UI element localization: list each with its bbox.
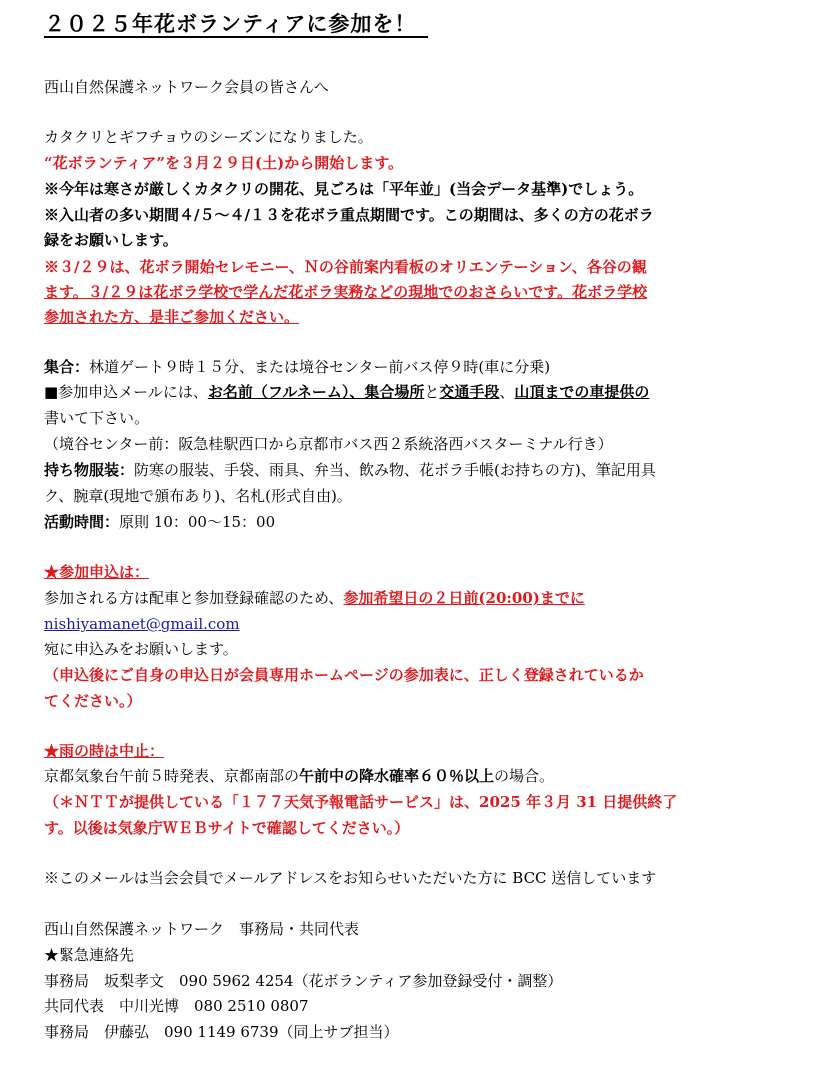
apply-note-b: てください。）	[44, 692, 142, 710]
footer-contact3: 事務局 伊藤弘 090 1149 6739（同上サブ担当）	[44, 1023, 399, 1041]
intro-season: カタクリとギフチョウのシーズンになりました。	[44, 128, 373, 146]
email-line	[44, 613, 824, 635]
footer-contact2: 共同代表 中川光博 080 2510 0807	[44, 997, 309, 1015]
apply-text: 参加される方は配車と参加登録確認のため、	[44, 589, 344, 607]
email-link[interactable]: nishiyamanet@gmail.com	[44, 615, 240, 633]
intro-note2a: ※入山者の多い期間４/５～４/１３を花ボラ重点期間です。この期間は、多くの方の花ボラ	[44, 206, 654, 224]
time-text: 原則 10：00～15：00	[119, 513, 276, 531]
apply-line1	[44, 587, 824, 609]
footer-org: 西山自然保護ネットワーク 事務局・共同代表	[44, 920, 360, 938]
apply-heading: ★参加申込は：	[44, 563, 150, 581]
mail-and: と	[424, 383, 440, 401]
apply-line2: 宛に申込みをお願いします。	[44, 640, 238, 658]
items-line	[44, 459, 824, 481]
mail-prefix: ■参加申込メールには、	[44, 383, 208, 401]
rain-text-c: の場合。	[494, 767, 555, 785]
rain-note-a: （＊ＮＴＴが提供している「１７７天気予報電話サービス」は、2025 年３月 31 日提供終了	[44, 793, 678, 811]
title-underline	[44, 36, 428, 38]
intro-note3a: ※３/２９は、花ボラ開始セレモニー、Ｎの谷前案内看板のオリエンテーション、各谷の観	[44, 258, 647, 276]
mail-comma: 、	[499, 383, 515, 401]
bus-route: （境谷センター前：阪急桂駅西口から京都市バス西２系統洛西バスターミナル行き）	[44, 435, 613, 453]
rain-line1	[44, 765, 824, 787]
intro-note3c: 参加された方、是非ご参加ください。	[44, 308, 300, 326]
intro-note3b: ます。３/２９は花ボラ学校で学んだ花ボラ実務などの現地でのおさらいです。花ボラ学校	[44, 283, 648, 301]
meet-text: 林道ゲート９時１５分、または境谷センター前バス停９時(車に分乗)	[89, 358, 551, 376]
footer-contact1: 事務局 坂梨孝文 090 5962 4254（花ボランティア参加登録受付・調整）	[44, 972, 563, 990]
meet-label: 集合：	[44, 358, 90, 376]
apply-deadline: 参加希望日の２日前(20:00)までに	[343, 589, 585, 607]
time-line	[44, 511, 824, 533]
intro-note2b: 録をお願いします。	[44, 231, 178, 249]
items-label: 持ち物服装：	[44, 461, 135, 479]
page-title: ２０２５年花ボランティアに参加を！	[44, 11, 417, 36]
rain-text-a: 京都気象台午前５時発表、京都南部の	[44, 767, 300, 785]
rain-threshold: 午前中の降水確率６０％以上	[299, 767, 495, 785]
mail-line	[44, 381, 824, 403]
items-text: 防寒の服装、手袋、雨具、弁当、飲み物、花ボラ手帳(お持ちの方)、筆記用具	[134, 461, 656, 479]
mail-transport: 交通手段	[439, 383, 500, 401]
time-label: 活動時間：	[44, 513, 120, 531]
greeting: 西山自然保護ネットワーク会員の皆さんへ	[44, 78, 329, 96]
meet-line	[44, 356, 824, 378]
intro-start: “花ボランティア”を３月２９日(土)から開始します。	[44, 154, 404, 172]
rain-heading: ★雨の時は中止：	[44, 742, 165, 760]
mail-car: 山頂までの車提供の	[514, 383, 650, 401]
rain-note-b: す。以後は気象庁ＷＥＢサイトで確認してください。）	[44, 819, 410, 837]
footer-emergency: ★緊急連絡先	[44, 946, 135, 964]
intro-note1: ※今年は寒さが厳しくカタクリの開花、見ごろは「平年並」(当会データ基準)でしょう。	[44, 180, 644, 198]
apply-note-a: （申込後にご自身の申込日が会員専用ホームページの参加表に、正しく登録されているか	[44, 666, 644, 684]
mail-tail: 書いて下さい。	[44, 409, 150, 427]
bcc-note: ※このメールは当会会員でメールアドレスをお知らせいただいた方に BCC 送信しています	[44, 869, 657, 887]
mail-name: お名前（フルネーム）、集合場所	[207, 383, 425, 401]
items-text2: ク、腕章(現地で頒布あり)、名札(形式自由)。	[44, 487, 352, 505]
